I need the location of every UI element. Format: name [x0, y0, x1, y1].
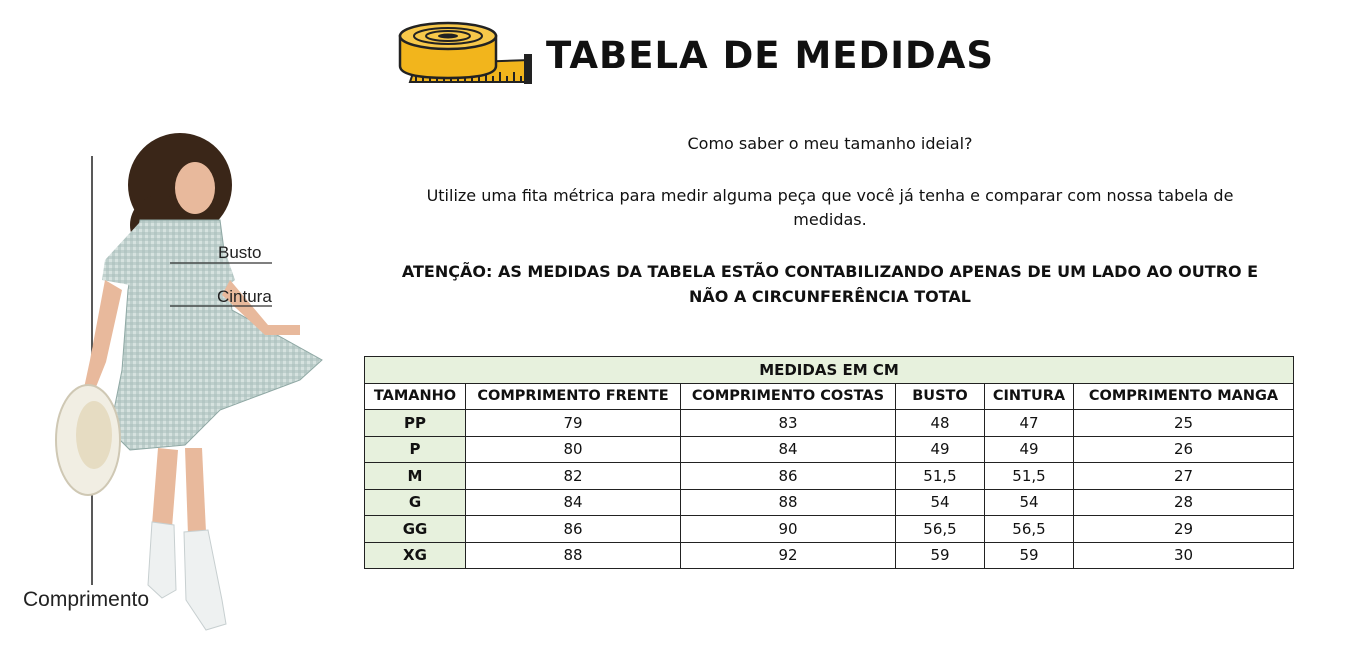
table-cell: 25 — [1074, 410, 1294, 437]
table-row — [365, 436, 1294, 463]
size-cell: G — [365, 489, 466, 516]
table-cell: 83 — [681, 410, 896, 437]
intro-question: Como saber o meu tamanho ideial? — [687, 134, 973, 153]
page-title: TABELA DE MEDIDAS — [546, 34, 995, 77]
col-header-front-length: COMPRIMENTO FRENTE — [466, 383, 681, 410]
table-cell: 82 — [466, 463, 681, 490]
table-cell: 84 — [466, 489, 681, 516]
table-row — [365, 410, 1294, 437]
col-header-size: TAMANHO — [365, 383, 466, 410]
table-row — [365, 542, 1294, 569]
intro-instructions: Utilize uma fita métrica para medir alguma peça que você já tenha e comparar com nossa tabela de medidas. — [426, 186, 1234, 229]
table-cell: 90 — [681, 516, 896, 543]
table-cell: 54 — [985, 489, 1074, 516]
size-table — [364, 356, 1294, 569]
table-cell: 27 — [1074, 463, 1294, 490]
table-cell: 80 — [466, 436, 681, 463]
bust-label: Busto — [218, 243, 262, 262]
table-cell: 79 — [466, 410, 681, 437]
table-cell: 56,5 — [896, 516, 985, 543]
size-cell: GG — [365, 516, 466, 543]
size-cell: M — [365, 463, 466, 490]
size-cell: P — [365, 436, 466, 463]
table-cell: 30 — [1074, 542, 1294, 569]
model-photo — [10, 130, 340, 640]
waist-label: Cintura — [217, 287, 272, 306]
table-cell: 92 — [681, 542, 896, 569]
table-cell: 48 — [896, 410, 985, 437]
table-cell: 29 — [1074, 516, 1294, 543]
table-cell: 26 — [1074, 436, 1294, 463]
col-header-back-length: COMPRIMENTO COSTAS — [681, 383, 896, 410]
col-header-waist: CINTURA — [985, 383, 1074, 410]
table-caption: MEDIDAS EM CM — [365, 357, 1294, 384]
table-cell: 59 — [985, 542, 1074, 569]
table-cell: 88 — [466, 542, 681, 569]
size-cell: XG — [365, 542, 466, 569]
table-cell: 86 — [681, 463, 896, 490]
table-cell: 47 — [985, 410, 1074, 437]
table-cell: 28 — [1074, 489, 1294, 516]
table-cell: 84 — [681, 436, 896, 463]
table-cell: 86 — [466, 516, 681, 543]
model-illustration — [10, 130, 340, 640]
table-cell: 51,5 — [985, 463, 1074, 490]
page-header — [396, 14, 995, 88]
length-label: Comprimento — [23, 588, 150, 611]
size-cell: PP — [365, 410, 466, 437]
table-cell: 56,5 — [985, 516, 1074, 543]
table-cell: 51,5 — [896, 463, 985, 490]
table-caption-row — [365, 357, 1294, 384]
table-cell: 54 — [896, 489, 985, 516]
col-header-sleeve-length: COMPRIMENTO MANGA — [1074, 383, 1294, 410]
table-row — [365, 516, 1294, 543]
table-cell: 59 — [896, 542, 985, 569]
col-header-bust: BUSTO — [896, 383, 985, 410]
table-header-row — [365, 383, 1294, 410]
table-row — [365, 489, 1294, 516]
table-cell: 49 — [985, 436, 1074, 463]
table-row — [365, 463, 1294, 490]
measuring-tape-icon — [396, 16, 534, 86]
table-cell: 49 — [896, 436, 985, 463]
table-cell: 88 — [681, 489, 896, 516]
measurement-warning: ATENÇÃO: AS MEDIDAS DA TABELA ESTÃO CONTABILIZANDO APENAS DE UM LADO AO OUTRO E NÃO A CIRCUNFERÊNCIA TOTAL — [401, 262, 1259, 306]
